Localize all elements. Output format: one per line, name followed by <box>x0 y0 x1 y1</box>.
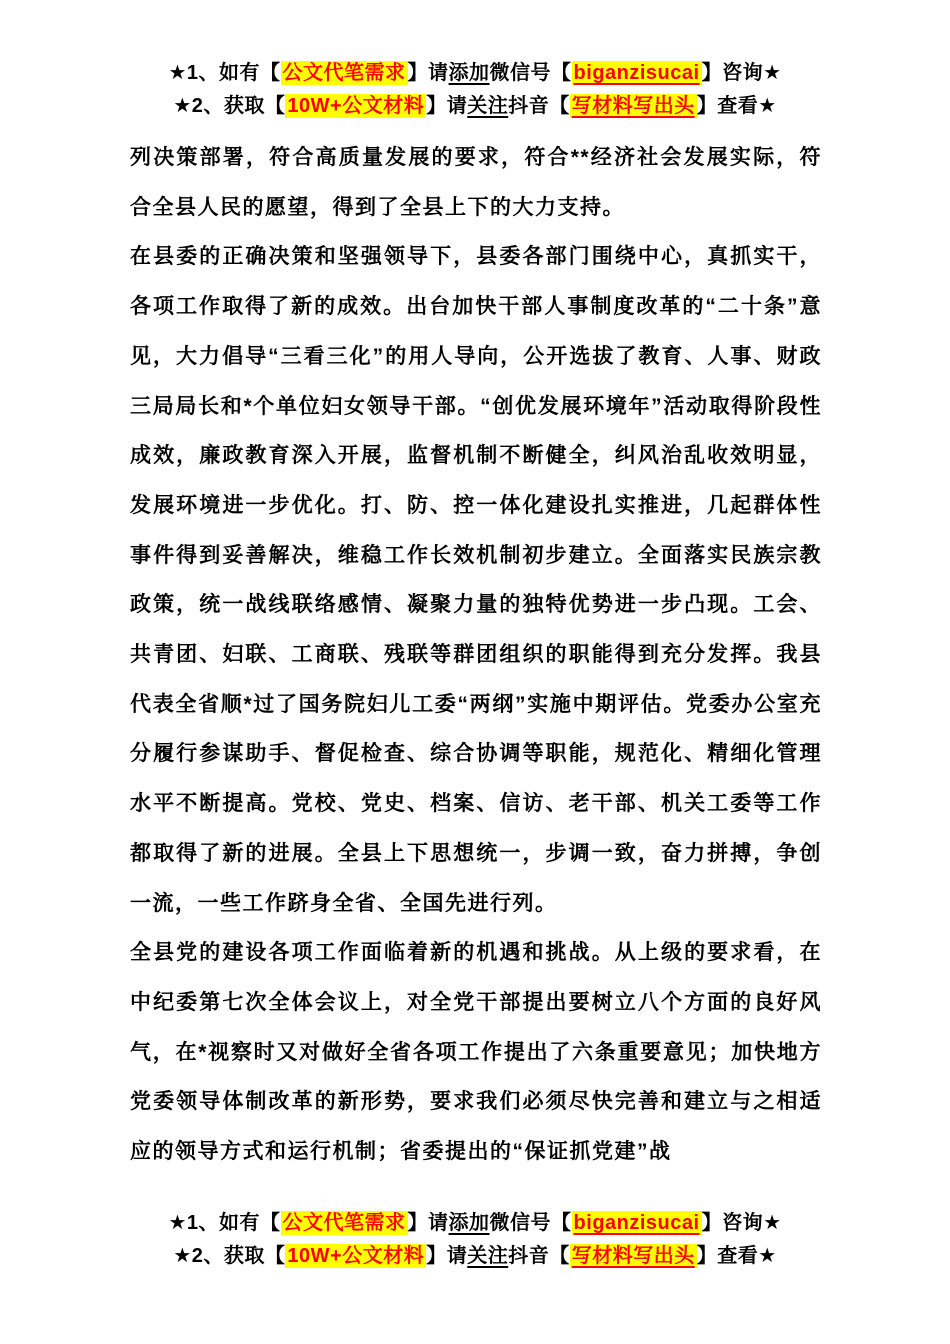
paragraph: 全县党的建设各项工作面临着新的机遇和挑战。从上级的要求看，在中纪委第七次全体会议上，对全党干部提出要树立八个方面的良好风气，在*视察时又对做好全省各项工作提出了六条重要意见；加快地方党委领导体制改革的新形势，要求我们必须尽快完善和建立与之相适应的领导方式和运行机制；省委提出的“保证抓党建”战 <box>130 941 822 1164</box>
promo-text: 】请 <box>407 62 449 84</box>
promo-text: 】请 <box>426 95 468 117</box>
promo-text: 】请 <box>407 1212 449 1234</box>
promo-douyin-name: 写材料写出头 <box>571 95 695 117</box>
promo-header-line-2 <box>0 90 950 123</box>
promo-header <box>0 0 950 123</box>
promo-suffix: 】查看★ <box>696 95 777 117</box>
promo-prefix: ★1、如有【 <box>168 62 281 84</box>
promo-footer-line-2 <box>0 1240 950 1273</box>
promo-underline-follow: 关注 <box>467 95 509 117</box>
promo-text: 抖音【 <box>508 1245 570 1267</box>
promo-underline-add: 添加 <box>448 1212 490 1234</box>
promo-footer-line-1 <box>0 1207 950 1240</box>
document-body <box>130 133 822 1177</box>
promo-suffix: 】查看★ <box>696 1245 777 1267</box>
promo-text: 微信号【 <box>489 1212 572 1234</box>
promo-underline-follow: 关注 <box>467 1245 509 1267</box>
promo-suffix: 】咨询★ <box>701 1212 782 1234</box>
promo-underline-add: 添加 <box>448 62 490 84</box>
paragraph: 列决策部署，符合高质量发展的要求，符合**经济社会发展实际，符合全县人民的愿望，得到了全县上下的大力支持。 <box>130 146 822 219</box>
promo-douyin-name: 写材料写出头 <box>571 1245 695 1267</box>
promo-highlight-materials: 10W+公文材料 <box>287 95 425 117</box>
promo-prefix: ★1、如有【 <box>168 1212 281 1234</box>
promo-footer <box>0 1207 950 1273</box>
promo-text: 抖音【 <box>508 95 570 117</box>
promo-suffix: 】咨询★ <box>701 62 782 84</box>
paragraph: 在县委的正确决策和坚强领导下，县委各部门围绕中心，真抓实干，各项工作取得了新的成效。出台加快干部人事制度改革的“二十条”意见，大力倡导“三看三化”的用人导向，公开选拔了教育、人事、财政三局局长和*个单位妇女领导干部。“创优发展环境年”活动取得阶段性成效，廉政教育深入开展，监督机制不断健全，纠风治乱收效明显，发展环境进一步优化。打、防、控一体化建设扎实推进，几起群体性事件得到妥善解决，维稳工作长效机制初步建立。全面落实民族宗教政策，统一战线联络感情、凝聚力量的独特优势进一步凸现。工会、共青团、妇联、工商联、残联等群团组织的职能得到充分发挥。我县代表全省顺*过了国务院妇儿工委“两纲”实施中期评估。党委办公室充分履行参谋助手、督促检查、综合协调等职能，规范化、精细化管理水平不断提高。党校、党史、档案、信访、老干部、机关工委等工作都取得了新的进展。全县上下思想统一，步调一致，奋力拼搏，争创一流，一些工作跻身全省、全国先进行列。 <box>130 245 822 915</box>
promo-text: 】请 <box>426 1245 468 1267</box>
promo-header-line-1 <box>0 57 950 90</box>
promo-wechat-id: biganzisucai <box>573 1212 700 1234</box>
promo-highlight-service-need: 公文代笔需求 <box>282 62 406 84</box>
promo-prefix: ★2、获取【 <box>173 1245 286 1267</box>
promo-highlight-service-need: 公文代笔需求 <box>282 1212 406 1234</box>
promo-highlight-materials: 10W+公文材料 <box>287 1245 425 1267</box>
promo-text: 微信号【 <box>489 62 572 84</box>
promo-prefix: ★2、获取【 <box>173 95 286 117</box>
promo-wechat-id: biganzisucai <box>573 62 700 84</box>
